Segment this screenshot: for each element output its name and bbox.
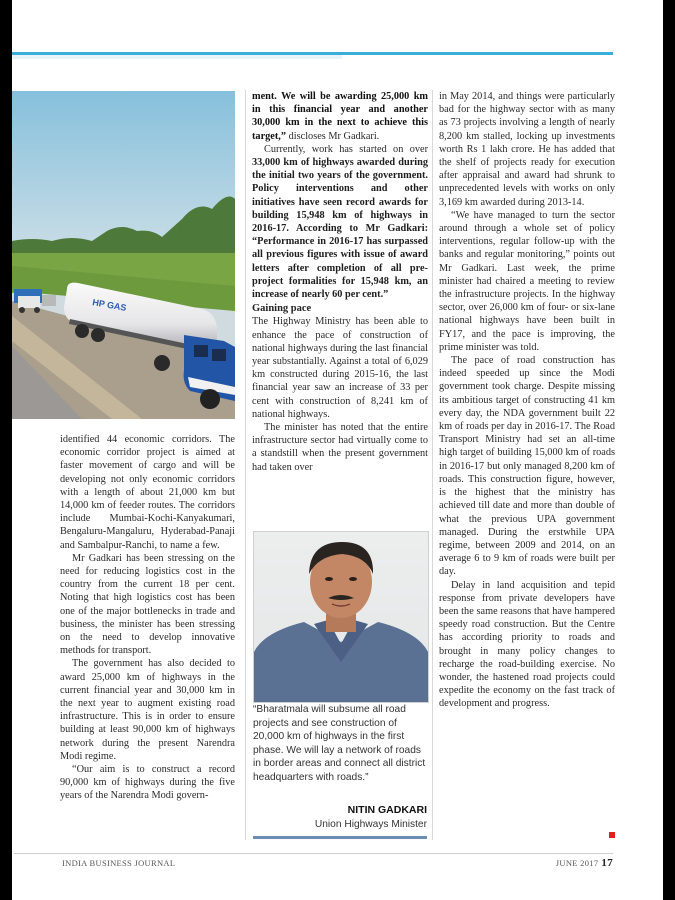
tanker-truck-illustration <box>12 91 235 419</box>
article-column-2 <box>252 90 428 474</box>
header-rule-shadow <box>12 55 342 59</box>
magazine-page <box>12 0 663 900</box>
column2-bold-quote: ment. We will be awarding 25,000 km in this financial year and another 30,000 km in the next to achieve this target,” <box>252 91 428 142</box>
pull-quote-text: “Bharatmala will subsume all road projects and see construction of 20,000 km of highways in the first phase. We will lay a network of roads in border areas and connect all district headquarters with roads.” <box>253 704 426 783</box>
column3-paragraph-4: Delay in land acquisition and tepid response from private developers have been the same reasons that have hampered speedy road construction. But the Centre has according priority to roads and brought in many policy changes to recharge the road-building exercise. No wonder, the hastened road projects could expedite the economy on the fast track of development and progress. <box>439 579 615 710</box>
footer-rule <box>14 853 613 854</box>
issue-and-page <box>556 857 613 869</box>
highway-tanker-photo <box>12 91 235 419</box>
column2-p2-lead: Currently, work has started on over <box>264 143 428 155</box>
column2-paragraph-3: The Highway Ministry has been able to enhance the pace of construction of national highways during the last financial year substantially. Against a total of 6,029 km constructed during 2015-16, the last financial year saw an increase of 33 per cent with construction of 8,241 km of national highways. <box>252 316 428 420</box>
article-column-3 <box>439 90 615 711</box>
article-column-1 <box>60 433 235 803</box>
column2-paragraph-2 <box>252 143 428 301</box>
column3-paragraph-2: “We have managed to turn the sector around through a whole set of policy interventions, regular follow-up with the banks and regular monitoring,” points out Mr Gadkari. Last week, the prime minister had chaired a meeting to review the infrastructure projects. In the highway sector, over 26,000 km of four- or six-lane national highways have been built in FY17, and the pace is improving, the prime minister was told. <box>439 209 615 353</box>
portrait-illustration <box>254 532 428 702</box>
page-number: 17 <box>601 857 613 869</box>
column-divider-2 <box>432 90 433 840</box>
column-divider-1 <box>245 90 246 840</box>
pull-quote-rule <box>253 836 427 839</box>
column1-paragraph-1: identified 44 economic corridors. The economic corridor project is aimed at faster movement of cargo and will be developing not only economic corridors with a length of about 21,000 km but 14,000 km of feeder routes. The corridors include Mumbai-Kochi-Kanyakumari, Bengaluru-Mangaluru, Hyderabad-Panaji and Sambalpur-Ranchi, to name a few. <box>60 434 235 551</box>
column2-paragraph-1 <box>252 90 428 143</box>
pull-quote-name: NITIN GADKARI <box>347 804 427 816</box>
column1-paragraph-4: “Our aim is to construct a record 90,000 km of highways during the five years of the Narendra Modi govern- <box>60 764 235 802</box>
publication-name: INDIA BUSINESS JOURNAL <box>62 858 176 868</box>
column1-paragraph-2: Mr Gadkari has been stressing on the need for reducing logistics cost in the country from the current 18 per cent. Noting that high logistics cost has been one of the major bottlenecks in trade and business, the minister has been stressing on the need to develop innovative methods for transport. <box>60 552 235 657</box>
column1-paragraph-3: The government has also decided to award 25,000 km of highways in the current financial year and 30,000 km in the next year to augment existing road infrastructure. This is in order to ensure building at least 90,000 km of highways network during the present Narendra Modi regime. <box>60 658 235 762</box>
column3-paragraph-1: in May 2014, and things were particularly bad for the highway sector with as many as 73 projects involving a length of nearly 8,200 km stalled, locking up investments worth Rs 1 lakh crore. He has added that the shelf of projects ready for execution after appraisal and award had shrunk to unprecedented levels with works on only 3,169 km awarded during 2013-14. <box>439 91 615 208</box>
pull-quote-title: Union Highways Minister <box>314 819 427 830</box>
column2-p2-bold: 33,000 km of highways awarded during the initial two years of the government. Policy interventions and other initiatives have seen record awards for building 15,948 km of highways in 2016-17. According to Mr Gadkari: “Performance in 2016-17 has surpassed all previous figures with issue of award letters after completion of all pre-project formalities for 15,948 km, an increase of nearly 60 per cent.” <box>252 157 428 301</box>
column2-paragraph-4: The minister has noted that the entire infrastructure sector had virtually come to a standstill when the present government had taken over <box>252 422 428 473</box>
column3-paragraph-3: The pace of road construction has indeed speeded up since the Modi government took charge. Despite missing its ambitious target of constructing 41 km every day, the NDA government built 22 km of roads per day in 2016-17. The Road Transport Ministry had set an all-time high target of building 15,000 km of roads in 2016-17 but only managed 8,200 km of roads. This construction figure, however, is the highest that the ministry has achieved till date and more than double of what the previous UPA government managed. During the erstwhile UPA regime, between 2009 and 2014, on an average 6 to 9 km of roads were built per day. <box>439 355 615 578</box>
minister-portrait <box>253 531 429 703</box>
tanker-logo-text: HP GAS <box>91 297 128 313</box>
subhead-gaining-pace: Gaining pace <box>252 303 312 315</box>
column2-attribution: discloses Mr Gadkari. <box>286 130 380 142</box>
issue-date: JUNE 2017 <box>555 858 599 868</box>
article-end-mark-icon <box>609 832 615 838</box>
